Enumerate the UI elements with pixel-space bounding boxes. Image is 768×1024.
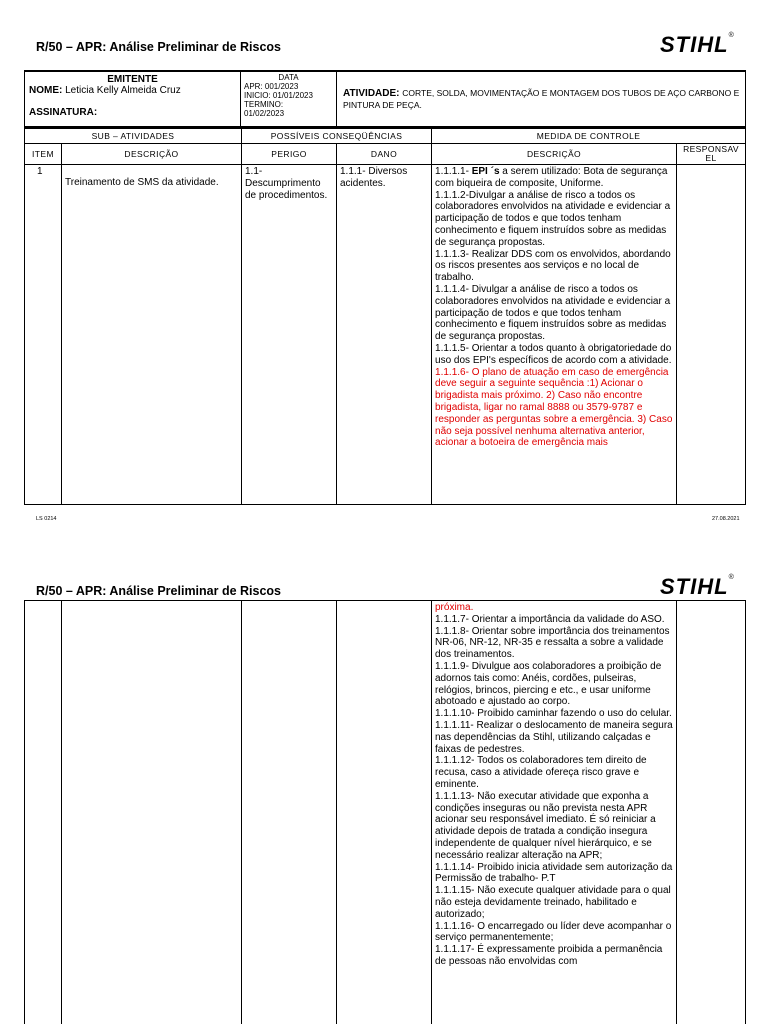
page-gap [0, 530, 768, 560]
row-descricao-p2 [62, 601, 242, 1024]
measure-12: 1.1.1.12- Todos os colaboradores tem direito de recusa, caso a atividade ofereça risco grave e eminente. [435, 755, 647, 790]
termino-label: TERMINO: [244, 100, 284, 109]
header-table [24, 70, 746, 128]
measure-6-continued: próxima. [435, 602, 474, 613]
col-dano: DANO [337, 144, 432, 165]
measure-8: 1.1.1.8- Orientar sobre importância dos treinamentos NR-06, NR-12, NR-35 e ressalta a sobre a validade dos treinamentos. [435, 625, 670, 661]
measure-11: 1.1.1.11- Realizar o deslocamento de maneira segura nas dependências da Stihl, utilizando calçadas e faixas de pedestres. [435, 719, 673, 755]
row-item: 1 [25, 165, 62, 505]
footer-form-code: LS 0214 [36, 516, 57, 522]
group-possiveis: POSSÍVEIS CONSEQÜÊNCIAS [242, 129, 432, 144]
nome-value: Leticia Kelly Almeida Cruz [65, 85, 181, 96]
row-descricao: Treinamento de SMS da atividade. [62, 165, 242, 505]
measure-10: 1.1.1.10- Proibido caminhar fazendo o uso do celular. [435, 708, 672, 720]
atividade-cell [337, 71, 746, 127]
table-row-continued [25, 601, 746, 1024]
risk-table-p1 [24, 128, 746, 505]
data-cell [241, 71, 337, 127]
doc-title-p2: R/50 – APR: Análise Preliminar de Riscos [36, 584, 282, 598]
measure-13: 1.1.1.13- Não executar atividade que exponha a condições inseguras ou não prevista nesta APR acionar seu responsável imediato. É só reiniciar a atividade depois de tratada a condição insegura independente de qualquer nível hierárquico, e se necessário realizar alteração na APR; [435, 790, 656, 861]
page-2 [0, 560, 768, 1024]
atividade-label: ATIVIDADE: [343, 88, 400, 99]
group-sub-atividades: SUB – ATIVIDADES [25, 129, 242, 144]
row-responsavel-p2 [677, 601, 746, 1024]
measure-9: 1.1.1.9- Divulgue aos colaboradores a proibição de adornos tais como: Anéis, cordões, pulseiras, relógios, brincos, piercing e etc., e usar uniforme abotoado e ajustado ao corpo. [435, 660, 662, 708]
column-header-row [25, 144, 746, 165]
assinatura-label: ASSINATURA: [29, 107, 98, 118]
inicio-date: INICIO: 01/01/2023 [244, 91, 313, 100]
row-dano: 1.1.1- Diversos acidentes. [337, 165, 432, 505]
footer-date: 27.08.2021 [712, 516, 740, 522]
measure-14: 1.1.1.14- Proibido inicia atividade sem autorização da Permissão de trabalho- P.T [435, 861, 673, 885]
atividade-value: CORTE, SOLDA, MOVIMENTAÇÃO E MONTAGEM DOS TUBOS DE AÇO CARBONO E PINTURA DE PEÇA. [343, 88, 740, 110]
row-responsavel [677, 165, 746, 505]
measure-1: 1.1.1.1- EPI ´s a serem utilizado: Bota de segurança com biqueira de composite, Uniforme. [435, 166, 668, 189]
measure-2: 1.1.1.2-Divulgar a análise de risco a todos os colaboradores envolvidos na atividade e evidenciar a participação de todos e que todos tenham conhecimento e fiquem instruídos sobre as medidas de segurança propostas. [435, 189, 671, 248]
data-label: DATA [278, 73, 299, 82]
stihl-logo: STIHL® [660, 32, 735, 57]
measure-16: 1.1.1.16- O encarregado ou líder deve acompanhar o serviço permanentemente; [435, 920, 672, 944]
col-descricao-medida: DESCRIÇÃO [432, 144, 677, 165]
termino-date: 01/02/2023 [244, 109, 285, 118]
emitente-cell [25, 71, 241, 127]
row-item-p2 [25, 601, 62, 1024]
group-medida: MEDIDA DE CONTROLE [432, 129, 746, 144]
row-medidas-p2 [432, 601, 677, 1024]
measure-5: 1.1.1.5- Orientar a todos quanto à obrigatoriedade do uso dos EPI's específicos de acordo com a atividade. [435, 342, 672, 366]
measure-4: 1.1.1.4- Divulgar a análise de risco a todos os colaboradores envolvidos na atividade e evidenciar a participação de todos e que todos tenham conhecimento e fiquem instruídos sobre as medidas de segurança propostas. [435, 283, 671, 343]
col-responsavel: RESPONSAVEL [677, 144, 746, 165]
apr-number: APR: 001/2023 [244, 82, 299, 91]
row-medidas [432, 165, 677, 505]
measure-3: 1.1.1.3- Realizar DDS com os envolvidos, abordando os riscos presentes aos serviços e no local de trabalho. [435, 248, 671, 284]
row-perigo-p2 [242, 601, 337, 1024]
measure-17: 1.1.1.17- É expressamente proibida a permanência de pessoas não envolvidas com [435, 944, 663, 967]
doc-title: R/50 – APR: Análise Preliminar de Riscos [36, 40, 282, 54]
risk-table-p2 [24, 600, 746, 1024]
stihl-logo-p2: STIHL® [660, 574, 735, 599]
measure-6-emergency: 1.1.1.6- O plano de atuação em caso de emergência deve seguir a seguinte sequência :1) Acionar o brigadista mais próximo. 2) Caso não encontre brigadista, ligar no ramal 8888 ou 3579-9787 e responder as perguntas sobre a emergência. 3) Caso não seja possível nenhuma alternativa anterior, acionar a botoeira de emergência mais [435, 366, 673, 449]
nome-row: NOME: Leticia Kelly Almeida Cruz [29, 85, 181, 96]
table-row [25, 165, 746, 505]
row-perigo: 1.1- Descumprimento de procedimentos. [242, 165, 337, 505]
col-item: ITEM [25, 144, 62, 165]
measure-15: 1.1.1.15- Não execute qualquer atividade para o qual não esteja devidamente treinado, habilitado e autorizado; [435, 885, 671, 920]
measure-7: 1.1.1.7- Orientar a importância da validade do ASO. [435, 613, 665, 625]
row-dano-p2 [337, 601, 432, 1024]
col-descricao: DESCRIÇÃO [62, 144, 242, 165]
col-perigo: PERIGO [242, 144, 337, 165]
group-header-row [25, 129, 746, 144]
emitente-label: EMITENTE [107, 74, 158, 85]
